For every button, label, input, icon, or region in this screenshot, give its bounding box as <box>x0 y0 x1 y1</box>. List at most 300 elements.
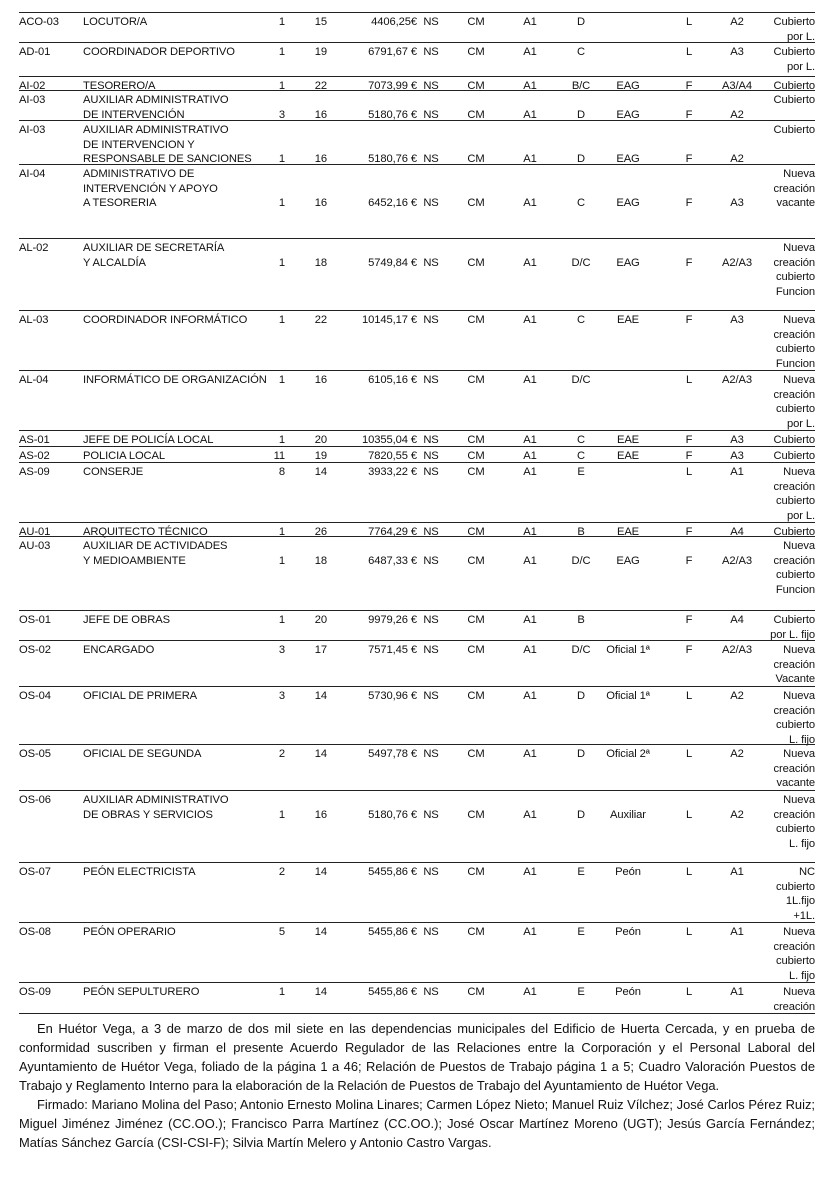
category: Peón <box>615 866 641 878</box>
position-code: OS-01 <box>19 614 51 626</box>
num-positions: 1 <box>278 153 285 165</box>
level: 16 <box>314 153 327 165</box>
area-code: A3 <box>730 450 744 462</box>
category: EAG <box>616 197 640 209</box>
area-code: A2/A3 <box>722 374 752 386</box>
table-row <box>19 536 815 611</box>
table-row <box>19 610 815 641</box>
observations: Nueva creación vacante <box>773 168 815 209</box>
area-code: A4 <box>730 526 744 538</box>
employment-type: F <box>685 256 693 269</box>
employment-type: F <box>685 80 693 92</box>
area-code: A4 <box>730 614 744 626</box>
table-row <box>19 640 815 687</box>
ns-flag: NS <box>423 46 439 58</box>
cm-flag: CM <box>467 644 485 656</box>
num-positions: 2 <box>278 866 285 878</box>
ns-flag: NS <box>423 466 439 478</box>
ns-flag: NS <box>423 986 439 998</box>
area-code: A2 <box>730 16 744 28</box>
num-positions: 1 <box>278 808 285 821</box>
level: 14 <box>314 926 327 938</box>
cm-flag: CM <box>467 314 485 326</box>
position-code: AI-03 <box>19 94 46 106</box>
employment-type: L <box>685 808 693 821</box>
num-positions: 1 <box>278 614 285 626</box>
area-code: A1 <box>730 466 744 478</box>
a1-code: A1 <box>523 466 537 478</box>
observations: Cubierto <box>773 434 815 446</box>
area-code: A2 <box>730 690 744 702</box>
category: EAG <box>616 256 640 269</box>
cm-flag: CM <box>467 526 485 538</box>
ns-flag: NS <box>423 614 439 626</box>
observations: Nueva creación cubierto Funcion <box>773 540 815 596</box>
observations: Cubierto por L. fijo <box>770 614 815 641</box>
ns-flag: NS <box>423 690 439 702</box>
position-code: OS-08 <box>19 926 51 938</box>
employment-type: F <box>685 108 693 121</box>
a1-code: A1 <box>523 690 537 702</box>
position-name: PEÓN OPERARIO <box>83 926 176 938</box>
salary: 5749,84 € <box>368 256 417 269</box>
num-positions: 1 <box>278 526 285 538</box>
position-name: AUXILIAR DE ACTIVIDADES Y MEDIOAMBIENTE <box>83 540 228 567</box>
group: D <box>577 153 585 165</box>
category: Peón <box>615 986 641 998</box>
table-row <box>19 12 815 43</box>
table-row <box>19 238 815 311</box>
salary: 6452,16 € <box>368 197 417 209</box>
employment-type: F <box>685 153 693 165</box>
level: 18 <box>314 554 327 567</box>
num-positions: 1 <box>278 256 285 269</box>
employment-type: L <box>685 690 693 702</box>
a1-code: A1 <box>523 434 537 446</box>
a1-code: A1 <box>523 450 537 462</box>
group: C <box>577 314 585 326</box>
cm-flag: CM <box>467 197 485 209</box>
a1-code: A1 <box>523 808 537 821</box>
observations: Nueva creación cubierto L. fijo <box>773 690 815 746</box>
ns-flag: NS <box>423 374 439 386</box>
category: EAE <box>616 450 640 462</box>
a1-code: A1 <box>523 80 537 92</box>
observations: Nueva creación vacante <box>773 748 815 789</box>
observations: Nueva creación cubierto por L. <box>773 466 815 522</box>
a1-code: A1 <box>523 748 537 760</box>
level: 26 <box>314 526 327 538</box>
num-positions: 5 <box>278 926 285 938</box>
group: C <box>577 197 585 209</box>
level: 20 <box>314 614 327 626</box>
ns-flag: NS <box>423 80 439 92</box>
num-positions: 1 <box>278 16 285 28</box>
group: D/C <box>571 374 591 386</box>
salary: 3933,22 € <box>368 466 417 478</box>
area-code: A2/A3 <box>722 554 752 567</box>
area-code: A2 <box>730 808 744 821</box>
position-code: AD-01 <box>19 46 51 58</box>
table-row <box>19 790 815 863</box>
group: C <box>577 46 585 58</box>
level: 14 <box>314 690 327 702</box>
a1-code: A1 <box>523 46 537 58</box>
position-name: JEFE DE POLICÍA LOCAL <box>83 434 214 446</box>
level: 17 <box>314 644 327 656</box>
salary: 7073,99 € <box>368 80 417 92</box>
employment-type: L <box>685 926 693 938</box>
num-positions: 3 <box>278 690 285 702</box>
employment-type: L <box>685 466 693 478</box>
num-positions: 1 <box>278 434 285 446</box>
table-row <box>19 120 815 165</box>
level: 15 <box>314 16 327 28</box>
position-code: AI-04 <box>19 168 46 180</box>
salary: 5455,86 € <box>368 866 417 878</box>
num-positions: 1 <box>278 554 285 567</box>
ns-flag: NS <box>423 434 439 446</box>
cm-flag: CM <box>467 450 485 462</box>
observations: Nueva creación cubierto por L. <box>773 374 815 430</box>
a1-code: A1 <box>523 644 537 656</box>
observations: Nueva creación Vacante <box>773 644 815 685</box>
table-row <box>19 310 815 371</box>
cm-flag: CM <box>467 466 485 478</box>
group: D/C <box>571 644 591 656</box>
salary: 6487,33 € <box>368 554 417 567</box>
salary: 10145,17 € <box>362 314 417 326</box>
a1-code: A1 <box>523 153 537 165</box>
a1-code: A1 <box>523 197 537 209</box>
position-name: CONSERJE <box>83 466 144 478</box>
a1-code: A1 <box>523 16 537 28</box>
cm-flag: CM <box>467 614 485 626</box>
area-code: A2 <box>730 748 744 760</box>
category: EAG <box>616 108 640 121</box>
category: EAE <box>616 314 640 326</box>
table-row <box>19 90 815 121</box>
num-positions: 1 <box>278 80 285 92</box>
table-row <box>19 446 815 463</box>
group: E <box>577 866 585 878</box>
employment-type: L <box>685 866 693 878</box>
position-code: OS-06 <box>19 794 51 806</box>
table-row <box>19 922 815 983</box>
area-code: A3 <box>730 314 744 326</box>
level: 14 <box>314 748 327 760</box>
num-positions: 2 <box>278 748 285 760</box>
position-name: ENCARGADO <box>83 644 155 656</box>
category: EAG <box>616 554 640 567</box>
ns-flag: NS <box>423 644 439 656</box>
level: 19 <box>314 46 327 58</box>
table-row <box>19 164 815 239</box>
level: 18 <box>314 256 327 269</box>
level: 22 <box>314 314 327 326</box>
group: E <box>577 986 585 998</box>
employment-type: L <box>685 374 693 386</box>
salary: 6105,16 € <box>368 374 417 386</box>
cm-flag: CM <box>467 808 485 821</box>
observations: Cubierto <box>773 450 815 462</box>
table-row <box>19 76 815 91</box>
table-row <box>19 982 815 1014</box>
observations: Nueva creación <box>773 986 815 1013</box>
category: Oficial 2ª <box>606 748 650 760</box>
signatories-paragraph: Firmado: Mariano Molina del Paso; Antonio Ernesto Molina Linares; Carmen López Nieto; Manuel Ruiz Vílchez; José Carlos Pérez Ruiz; Miguel Jiménez Jiménez (CC.OO.); Francisco Parra Martínez (CC.OO.); José Oscar Martínez Moreno (UGT); Jesús García Fernández; Matías Sánchez García (CSI-CSI-F); Silvia Martín Melero y Antonio Castro Vargas. <box>19 1097 815 1150</box>
num-positions: 1 <box>278 986 285 998</box>
position-name: AUXILIAR ADMINISTRATIVO DE INTERVENCIÓN <box>83 94 229 121</box>
position-name: AUXILIAR DE SECRETARÍA Y ALCALDÍA <box>83 242 225 269</box>
category: EAG <box>616 153 640 165</box>
position-name: AUXILIAR ADMINISTRATIVO DE INTERVENCION Y RESPONSABLE DE SANCIONES <box>83 124 252 165</box>
observations: Nueva creación cubierto Funcion <box>773 242 815 298</box>
position-name: INFORMÁTICO DE ORGANIZACIÓN <box>83 374 267 386</box>
observations: Cubierto por L. <box>773 46 815 73</box>
position-code: AS-01 <box>19 434 50 446</box>
a1-code: A1 <box>523 108 537 121</box>
cm-flag: CM <box>467 690 485 702</box>
salary: 5180,76 € <box>368 108 417 121</box>
position-name: OFICIAL DE PRIMERA <box>83 690 198 702</box>
position-code: ACO-03 <box>19 16 59 28</box>
num-positions: 11 <box>273 450 285 462</box>
ns-flag: NS <box>423 256 439 269</box>
cm-flag: CM <box>467 16 485 28</box>
level: 14 <box>314 866 327 878</box>
ns-flag: NS <box>423 808 439 821</box>
position-code: AL-04 <box>19 374 49 386</box>
group: D <box>577 808 585 821</box>
position-name: ARQUITECTO TÉCNICO <box>83 526 208 538</box>
position-code: AS-09 <box>19 466 50 478</box>
level: 19 <box>314 450 327 462</box>
level: 16 <box>314 108 327 121</box>
ns-flag: NS <box>423 153 439 165</box>
area-code: A3 <box>730 434 744 446</box>
ns-flag: NS <box>423 926 439 938</box>
group: B <box>577 526 585 538</box>
position-code: OS-02 <box>19 644 51 656</box>
num-positions: 3 <box>278 108 285 121</box>
group: D <box>577 16 585 28</box>
group: D <box>577 690 585 702</box>
category: Oficial 1ª <box>606 690 650 702</box>
num-positions: 1 <box>278 374 285 386</box>
area-code: A3 <box>730 197 744 209</box>
employment-type: F <box>685 434 693 446</box>
num-positions: 8 <box>278 466 285 478</box>
position-code: AU-03 <box>19 540 51 552</box>
num-positions: 1 <box>278 314 285 326</box>
a1-code: A1 <box>523 374 537 386</box>
group: B/C <box>571 80 591 92</box>
num-positions: 1 <box>278 197 285 209</box>
position-name: PEÓN SEPULTURERO <box>83 986 200 998</box>
cm-flag: CM <box>467 866 485 878</box>
salary: 9979,26 € <box>368 614 417 626</box>
table-row <box>19 42 815 77</box>
observations: Cubierto <box>773 80 815 92</box>
ns-flag: NS <box>423 108 439 121</box>
position-name: TESORERO/A <box>83 80 156 92</box>
ns-flag: NS <box>423 450 439 462</box>
position-name: JEFE DE OBRAS <box>83 614 170 626</box>
position-code: OS-05 <box>19 748 51 760</box>
a1-code: A1 <box>523 314 537 326</box>
category: Peón <box>615 926 641 938</box>
cm-flag: CM <box>467 374 485 386</box>
cm-flag: CM <box>467 80 485 92</box>
observations: NC cubierto 1L.fijo +1L. <box>775 866 815 922</box>
position-code: OS-07 <box>19 866 51 878</box>
num-positions: 3 <box>278 644 285 656</box>
employment-type: F <box>685 526 693 538</box>
cm-flag: CM <box>467 926 485 938</box>
cm-flag: CM <box>467 748 485 760</box>
group: B <box>577 614 585 626</box>
group: C <box>577 434 585 446</box>
observations: Cubierto <box>773 124 815 136</box>
ns-flag: NS <box>423 197 439 209</box>
category: Auxiliar <box>610 808 646 821</box>
a1-code: A1 <box>523 256 537 269</box>
group: D <box>577 748 585 760</box>
observations: Nueva creación cubierto L. fijo <box>773 926 815 982</box>
ns-flag: NS <box>423 748 439 760</box>
area-code: A3/A4 <box>722 80 752 92</box>
num-positions: 1 <box>278 46 285 58</box>
employment-type: F <box>685 314 693 326</box>
position-code: OS-04 <box>19 690 51 702</box>
cm-flag: CM <box>467 108 485 121</box>
cm-flag: CM <box>467 554 485 567</box>
a1-code: A1 <box>523 614 537 626</box>
area-code: A1 <box>730 926 744 938</box>
employment-type: F <box>685 450 693 462</box>
a1-code: A1 <box>523 554 537 567</box>
salary: 5180,76 € <box>368 153 417 165</box>
position-code: OS-09 <box>19 986 51 998</box>
area-code: A1 <box>730 866 744 878</box>
ns-flag: NS <box>423 526 439 538</box>
observations: Cubierto por L. <box>773 16 815 43</box>
table-row <box>19 430 815 447</box>
position-code: AI-03 <box>19 124 46 136</box>
position-name: COORDINADOR DEPORTIVO <box>83 46 235 58</box>
group: D/C <box>571 256 591 269</box>
observations: Nueva creación cubierto Funcion <box>773 314 815 370</box>
category: EAG <box>616 80 640 92</box>
document-footer <box>19 1019 815 1152</box>
level: 16 <box>314 374 327 386</box>
cm-flag: CM <box>467 46 485 58</box>
table-row <box>19 744 815 791</box>
ns-flag: NS <box>423 314 439 326</box>
employment-type: F <box>685 644 693 656</box>
a1-code: A1 <box>523 926 537 938</box>
cm-flag: CM <box>467 153 485 165</box>
position-name: PEÓN ELECTRICISTA <box>83 866 196 878</box>
salary: 7764,29 € <box>368 526 417 538</box>
group: E <box>577 926 585 938</box>
level: 14 <box>314 986 327 998</box>
salary: 4406,25€ <box>371 16 417 28</box>
table-row <box>19 522 815 537</box>
position-code: AL-02 <box>19 242 49 254</box>
ns-flag: NS <box>423 866 439 878</box>
salary: 7571,45 € <box>368 644 417 656</box>
employment-type: L <box>685 986 693 998</box>
salary: 5180,76 € <box>368 808 417 821</box>
employment-type: F <box>685 614 693 626</box>
observations: Cubierto <box>773 94 815 106</box>
position-name: LOCUTOR/A <box>83 16 148 28</box>
ns-flag: NS <box>423 554 439 567</box>
a1-code: A1 <box>523 986 537 998</box>
employment-type: F <box>685 197 693 209</box>
category: Oficial 1ª <box>606 644 650 656</box>
employment-type: F <box>685 554 693 567</box>
area-code: A2 <box>730 108 744 121</box>
table-row <box>19 686 815 745</box>
salary: 10355,04 € <box>362 434 417 446</box>
area-code: A1 <box>730 986 744 998</box>
salary: 5497,78 € <box>368 748 417 760</box>
salary: 7820,55 € <box>368 450 417 462</box>
a1-code: A1 <box>523 526 537 538</box>
level: 14 <box>314 466 327 478</box>
position-name: COORDINADOR INFORMÁTICO <box>83 314 248 326</box>
area-code: A2/A3 <box>722 256 752 269</box>
table-row <box>19 462 815 523</box>
group: D <box>577 108 585 121</box>
position-name: ADMINISTRATIVO DE INTERVENCIÓN Y APOYO A TESORERIA <box>83 168 218 209</box>
level: 20 <box>314 434 327 446</box>
group: C <box>577 450 585 462</box>
group: E <box>577 466 585 478</box>
area-code: A2/A3 <box>722 644 752 656</box>
level: 22 <box>314 80 327 92</box>
area-code: A3 <box>730 46 744 58</box>
ns-flag: NS <box>423 16 439 28</box>
table-row <box>19 370 815 431</box>
table-row <box>19 862 815 923</box>
cm-flag: CM <box>467 434 485 446</box>
area-code: A2 <box>730 153 744 165</box>
closing-paragraph: En Huétor Vega, a 3 de marzo de dos mil siete en las dependencias municipales del Edificio de Huerta Cercada, y en prueba de conformidad suscriben y firman el presente Acuerdo Regulador de las Relaciones entre la Corporación y el Personal Laboral del Ayuntamiento de Huétor Vega, foliado de la página 1 a 46; Relación de Puestos de Trabajo página 1 a 5; Cuadro Valoración Puestos de Trabajo y Reglamento Interno para la elaboración de la Relación de Puestos de Trabajo del Ayuntamiento de Huétor Vega. <box>19 1021 815 1093</box>
category: EAE <box>616 526 640 538</box>
salary: 5730,96 € <box>368 690 417 702</box>
salary: 5455,86 € <box>368 926 417 938</box>
position-code: AS-02 <box>19 450 50 462</box>
position-name: AUXILIAR ADMINISTRATIVO DE OBRAS Y SERVICIOS <box>83 794 229 821</box>
level: 16 <box>314 197 327 209</box>
position-name: OFICIAL DE SEGUNDA <box>83 748 202 760</box>
cm-flag: CM <box>467 256 485 269</box>
level: 16 <box>314 808 327 821</box>
employment-type: L <box>685 748 693 760</box>
position-code: AI-02 <box>19 80 46 92</box>
position-name: POLICIA LOCAL <box>83 450 166 462</box>
cm-flag: CM <box>467 986 485 998</box>
group: D/C <box>571 554 591 567</box>
category: EAE <box>616 434 640 446</box>
observations: Nueva creación cubierto L. fijo <box>773 794 815 850</box>
position-code: AL-03 <box>19 314 49 326</box>
a1-code: A1 <box>523 866 537 878</box>
